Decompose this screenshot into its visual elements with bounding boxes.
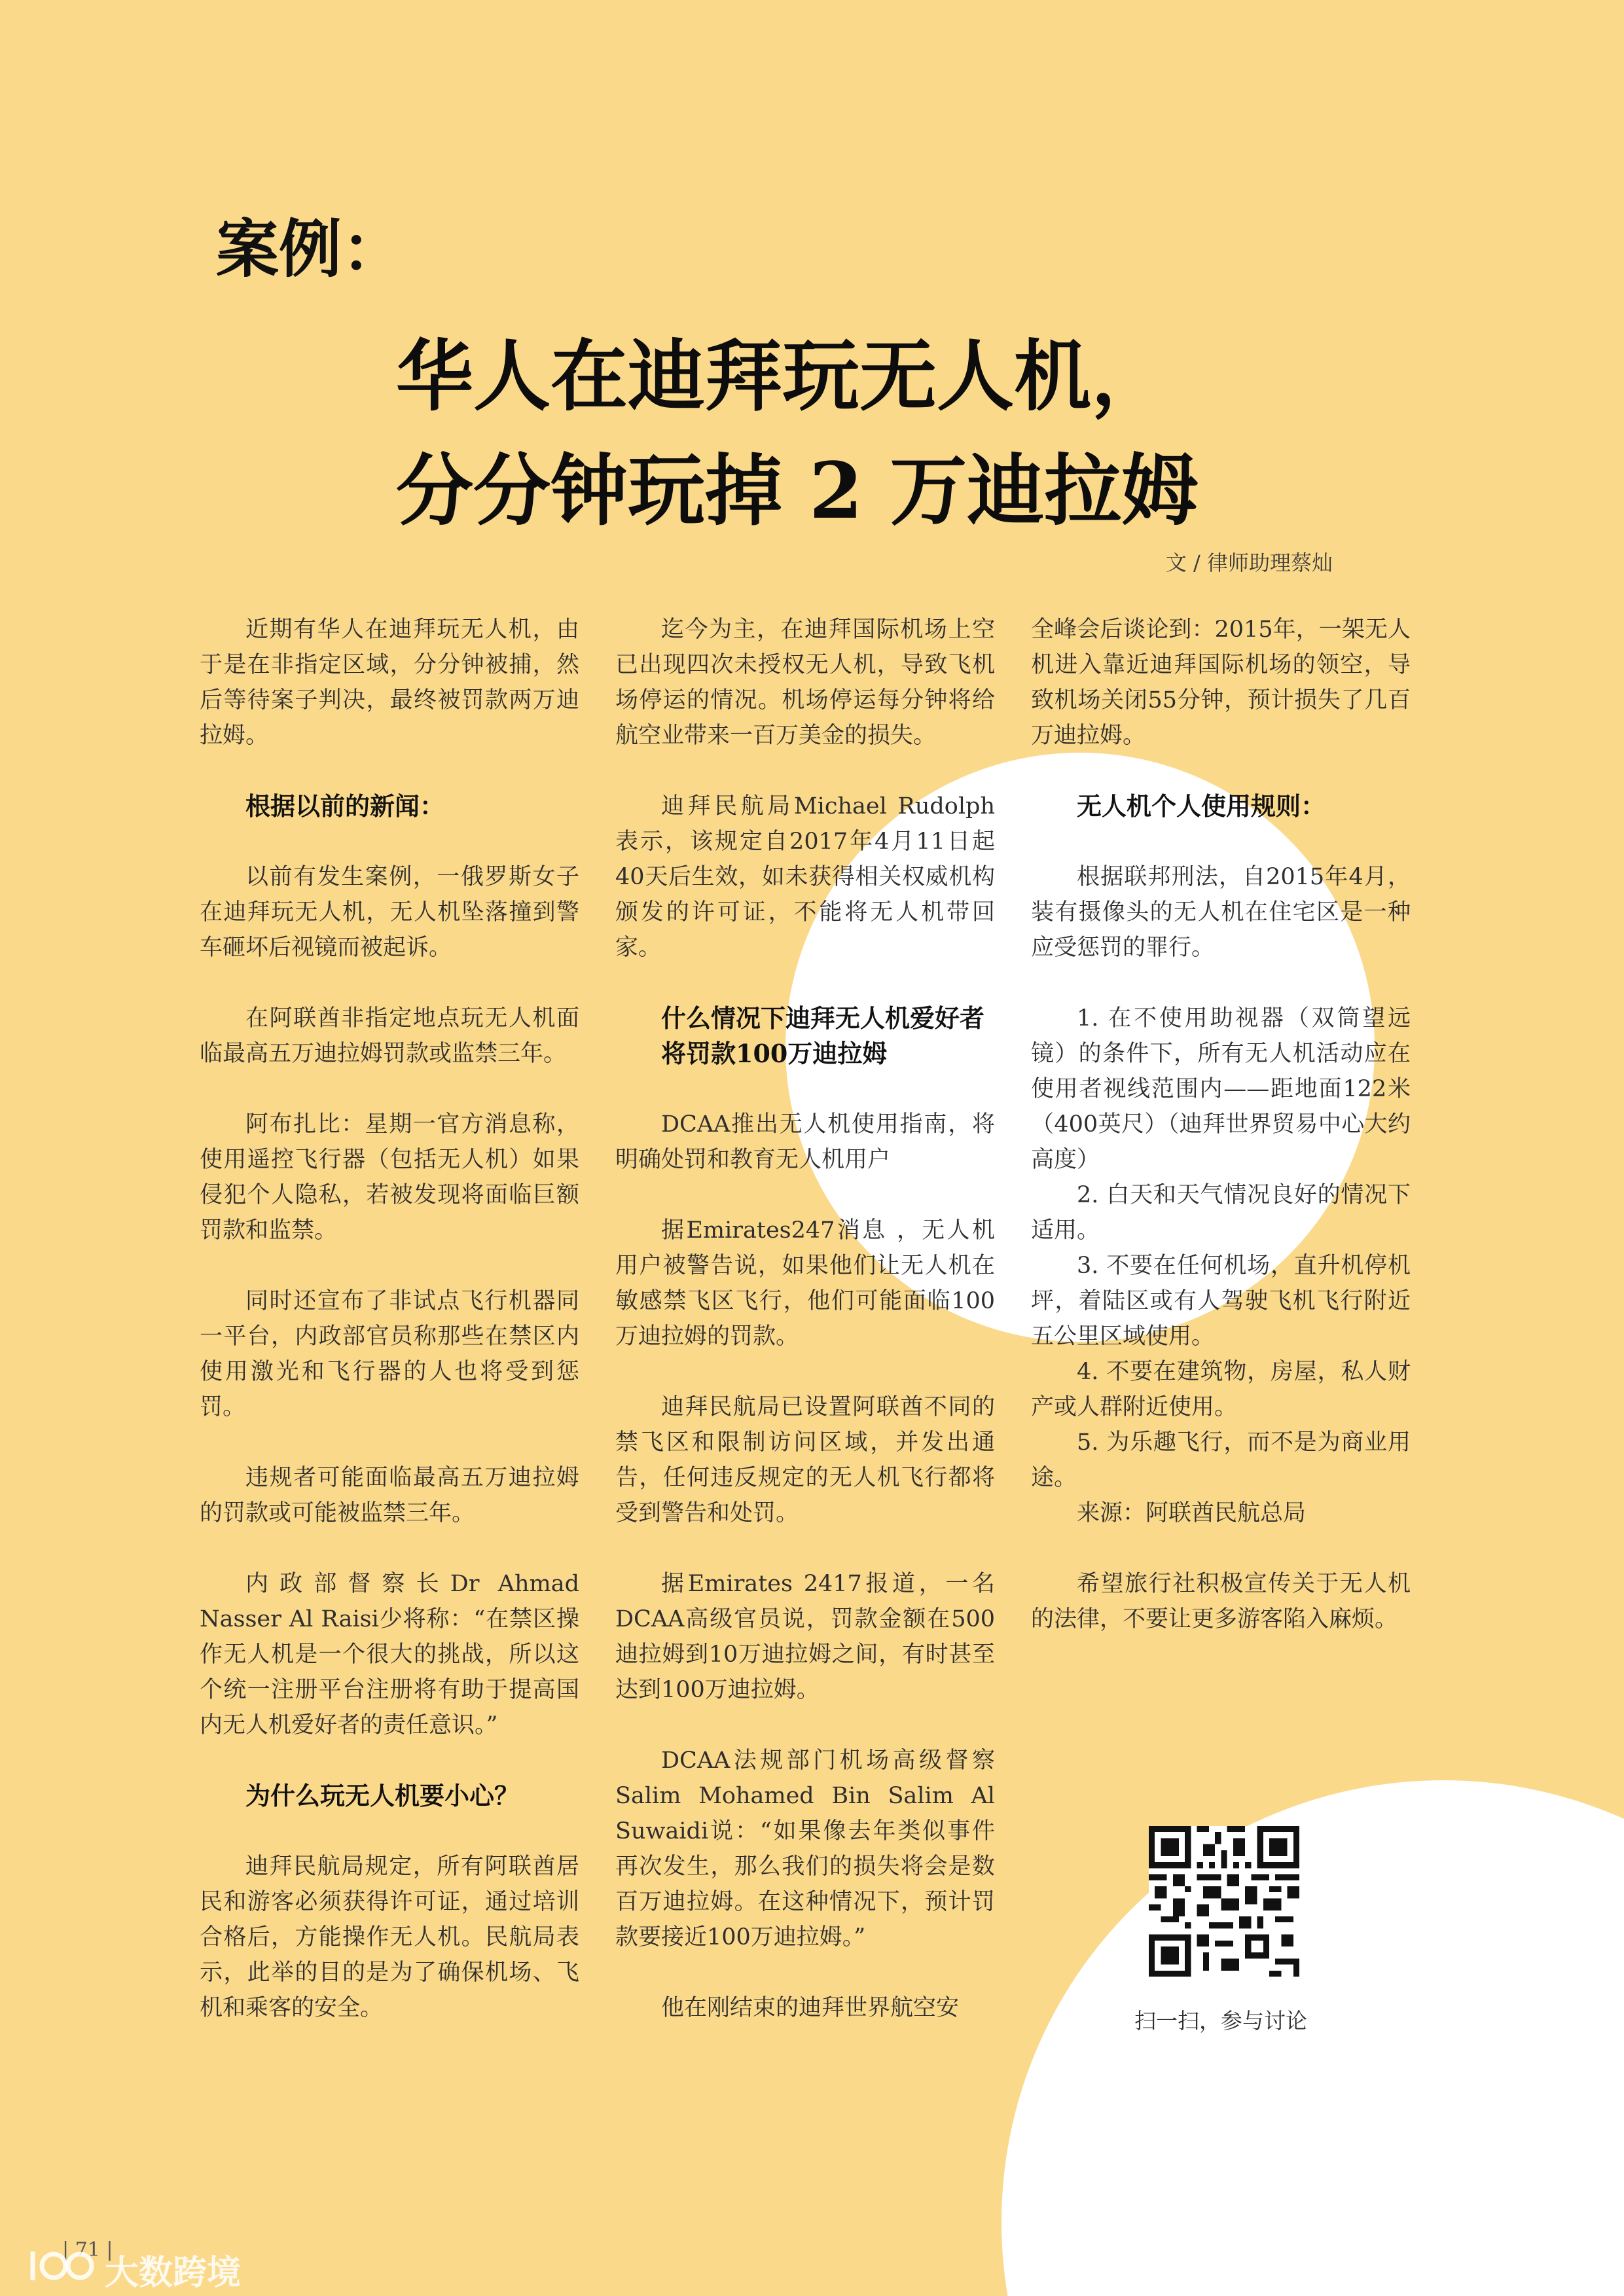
decorative-circle-bottom [1001, 1780, 1624, 2296]
paragraph: 阿布扎比：星期一官方消息称，使用遥控飞行器（包括无人机）如果侵犯个人隐私，若被发现将面临巨额罚款和监禁。 [200, 1111, 579, 1244]
paragraph: 据Emirates 2417报道，一名DCAA高级官员说，罚款金额在500迪拉姆到10万迪拉姆之间，有时甚至达到100万迪拉姆。 [615, 1571, 995, 1703]
paragraph: 迪拜民航局Michael Rudolph表示，该规定自2017年4月11日起40天后生效，如未获得相关权威机构颁发的许可证，不能将无人机带回家。 [615, 793, 995, 961]
paragraph: 近期有华人在迪拜玩无人机，由于是在非指定区域，分分钟被捕，然后等待案子判决，最终被罚款两万迪拉姆。 [200, 617, 579, 749]
rule-item: 4. 不要在建筑物，房屋，私人财产或人群附近使用。 [1031, 1359, 1411, 1420]
rule-item: 2. 白天和天气情况良好的情况下适用。 [1031, 1182, 1411, 1244]
watermark-logo-icon [26, 2246, 98, 2286]
section-heading: 什么情况下迪拜无人机爱好者将罚款100万迪拉姆 [661, 1003, 985, 1068]
headline-line-2: 分分钟玩掉 2 万迪拉姆 [396, 445, 1199, 536]
paragraph: 在阿联酋非指定地点玩无人机面临最高五万迪拉姆罚款或监禁三年。 [200, 1005, 579, 1067]
paragraph: DCAA法规部门机场高级督察Salim Mohamed Bin Salim Al Suwaidi说：“如果像去年类似事件再次发生，那么我们的损失将会是数百万迪拉姆。在这种情况下，预计罚款要接近100万迪拉姆。” [615, 1748, 995, 1950]
qr-code [1149, 1826, 1299, 1977]
paragraph: 希望旅行社积极宣传关于无人机的法律，不要让更多游客陷入麻烦。 [1031, 1571, 1411, 1632]
paragraph: 他在刚结束的迪拜世界航空安 [661, 1995, 960, 2021]
paragraph: 据Emirates247消息 ，无人机用户被警告说，如果他们让无人机在敏感禁飞区飞行，他们可能面临100万迪拉姆的罚款。 [615, 1217, 995, 1350]
paragraph: 迄今为主，在迪拜国际机场上空已出现四次未授权无人机，导致飞机场停运的情况。机场停运每分钟将给航空业带来一百万美金的损失。 [615, 617, 995, 749]
section-heading: 为什么玩无人机要小心？ [245, 1781, 520, 1810]
column-3 [1031, 612, 1411, 1672]
paragraph: 迪拜民航局已设置阿联酋不同的禁飞区和限制访问区域，并发出通告，任何违反规定的无人机飞行都将受到警告和处罚。 [615, 1394, 995, 1526]
paragraph: 内政部督察长Dr Ahmad Nasser Al Raisi少将称：“在禁区操作无人机是一个很大的挑战，所以这个统一注册平台注册将有助于提高国内无人机爱好者的责任意识。” [200, 1571, 579, 1738]
page-number: | 71 | [62, 2238, 113, 2261]
paragraph: 全峰会后谈论到：2015年，一架无人机进入靠近迪拜国际机场的领空，导致机场关闭55分钟，预计损失了几百万迪拉姆。 [1031, 617, 1411, 749]
section-heading: 根据以前的新闻： [245, 791, 445, 821]
paragraph: 以前有发生案例，一俄罗斯女子在迪拜玩无人机，无人机坠落撞到警车砸坏后视镜而被起诉。 [200, 864, 579, 961]
headline-line-1: 华人在迪拜玩无人机， [396, 331, 1169, 422]
column-2 [615, 612, 995, 2061]
rule-item: 3. 不要在任何机场，直升机停机坪，着陆区或有人驾驶飞机飞行附近五公里区域使用。 [1031, 1253, 1411, 1350]
rule-item: 5. 为乐趣飞行，而不是为商业用途。 [1031, 1429, 1411, 1491]
paragraph: 根据联邦刑法，自2015年4月，装有摄像头的无人机在住宅区是一种应受惩罚的罪行。 [1031, 864, 1411, 961]
paragraph: 迪拜民航局规定，所有阿联酋居民和游客必须获得许可证，通过培训合格后，方能操作无人机。民航局表示，此举的目的是为了确保机场、飞机和乘客的安全。 [200, 1854, 579, 2021]
byline: 文 / 律师助理蔡灿 [1165, 550, 1333, 575]
paragraph: DCAA推出无人机使用指南，将明确处罚和教育无人机用户 [615, 1111, 995, 1173]
rule-item: 1. 在不使用助视器（双筒望远镜）的条件下，所有无人机活动应在使用者视线范围内——距地面122米（400英尺）（迪拜世界贸易中心大约高度） [1031, 1005, 1411, 1173]
source-note: 来源：阿联酋民航总局 [1077, 1500, 1307, 1526]
qr-caption: 扫一扫，参与讨论 [1134, 2008, 1307, 2034]
kicker-label: 案例： [216, 212, 405, 286]
section-heading: 无人机个人使用规则： [1077, 791, 1326, 821]
watermark: 大数跨境 [105, 2253, 242, 2293]
paragraph: 违规者可能面临最高五万迪拉姆的罚款或可能被监禁三年。 [200, 1465, 579, 1526]
paragraph: 同时还宣布了非试点飞行机器同一平台，内政部官员称那些在禁区内使用激光和飞行器的人也将受到惩罚。 [200, 1288, 579, 1420]
column-1 [200, 612, 579, 2061]
